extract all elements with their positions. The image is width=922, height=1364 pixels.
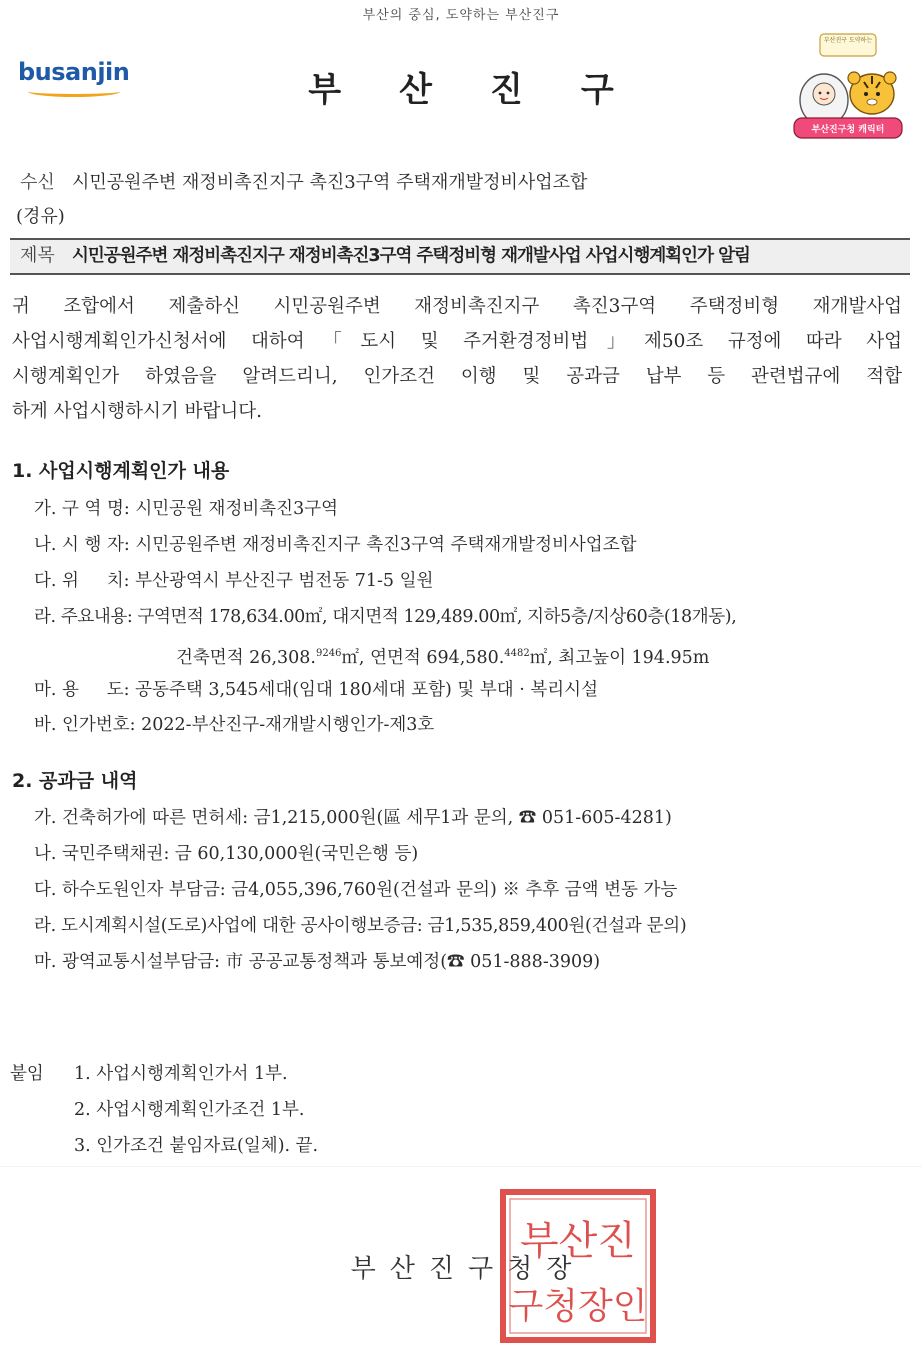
item-value: 부산광역시 부산진구 범전동 71-5 일원 <box>135 571 434 591</box>
section2-item-d: 라. 도시계획시설(도로)사업에 대한 공사이행보증금: 금1,535,859,400원(건설과 문의) <box>34 916 687 936</box>
attachment-item-1: 1. 사업시행계획인가서 1부. <box>74 1064 288 1084</box>
section2-item-e: 마. 광역교통시설부담금: 市 공공교통정책과 통보예정(☎ 051-888-3909) <box>34 952 601 972</box>
item-value: 시민공원주변 재정비촉진지구 촉진3구역 주택재개발정비사업조합 <box>135 535 637 555</box>
subject-label: 제목 <box>20 245 55 266</box>
item-label: 가. 구 역 명: <box>34 499 130 519</box>
section2-item-c: 다. 하수도원인자 부담금: 금4,055,396,760원(건설과 문의) ※ 추후 금액 변동 가능 <box>34 880 678 900</box>
item-value: 2022-부산진구-재개발시행인가-제3호 <box>141 715 435 735</box>
mascot-caption-top: 부산진구 도약하는 <box>823 37 873 44</box>
item-value-sup: 9246 <box>315 648 342 659</box>
recipient-value: 시민공원주변 재정비촉진지구 촉진3구역 주택재개발정비사업조합 <box>71 172 588 193</box>
seal-text-line2: 구청장인 <box>508 1286 648 1327</box>
recipient-row <box>20 171 587 195</box>
item-value-sup: 4482 <box>504 648 530 659</box>
item-label: 라. 주요내용: <box>34 607 133 627</box>
header-slogan: 부산의 중심, 도약하는 부산진구 <box>362 8 560 23</box>
mascot-emblem-icon <box>788 30 908 142</box>
logo-text: busanjin <box>18 58 130 86</box>
section1-item-f <box>34 713 434 737</box>
item-value-part: ㎡, 연면적 694,580. <box>341 647 505 668</box>
item-value: 공동주택 3,545세대(임대 180세대 포함) 및 부대 · 복리시설 <box>135 680 598 700</box>
issuer-name: 부산진구청장 <box>350 1254 586 1284</box>
section1-item-c <box>34 569 433 593</box>
attachment-item-3: 3. 인가조건 붙임자료(일체). 끝. <box>74 1136 319 1156</box>
item-label: 나. 시 행 자: <box>34 535 130 555</box>
body-paragraph <box>12 289 902 429</box>
item-label: 다. 위 치: <box>34 571 130 591</box>
section2-item-a: 가. 건축허가에 따른 면허세: 금1,215,000원(區 세무1과 문의, ☎ 051-605-4281) <box>34 808 672 828</box>
section2-item-b: 나. 국민주택채권: 금 60,130,000원(국민은행 등) <box>34 844 419 864</box>
section1-item-d-cont <box>176 642 709 670</box>
attachments-label: 붙임 <box>10 1064 44 1084</box>
item-label: 바. 인가번호: <box>34 715 136 735</box>
section1-item-d <box>34 605 736 629</box>
section1-item-e <box>34 678 598 702</box>
mascot-caption-bottom: 부산진구청 캐릭터 <box>811 125 885 135</box>
via-label: (경유) <box>16 206 65 227</box>
official-seal-icon <box>497 1186 659 1346</box>
section2-title: 2. 공과금 내역 <box>12 770 138 792</box>
item-value: 시민공원 재정비촉진3구역 <box>135 499 339 519</box>
subject-top-rule <box>10 238 910 240</box>
footer-divider <box>0 1166 922 1167</box>
body-line-4: 하게 사업시행하시기 바랍니다. <box>12 401 262 422</box>
subject-value: 시민공원주변 재정비촉진지구 재정비촉진3구역 주택정비형 재개발사업 사업시행계획인가 알림 <box>71 246 750 266</box>
body-line-3: 시행계획인가 하였음을 알려드리니, 인가조건 이행 및 공과금 납부 등 관련법규에 적합 <box>12 366 902 387</box>
item-label: 마. 용 도: <box>34 680 130 700</box>
seal-text-line1: 부산진 <box>520 1218 636 1264</box>
item-value-part: 건축면적 26,308. <box>176 647 316 668</box>
recipient-label: 수신 <box>20 172 55 193</box>
office-title: 부산진구 <box>308 70 672 110</box>
subject-bottom-rule <box>10 273 910 275</box>
item-value: 구역면적 178,634.00㎡, 대지면적 129,489.00㎡, 지하5층/지상60층(18개동), <box>137 607 737 627</box>
item-value-part: ㎡, 최고높이 194.95m <box>529 647 710 668</box>
subject-row <box>20 244 750 268</box>
section1-title: 1. 사업시행계획인가 내용 <box>12 460 230 482</box>
body-line-2: 사업시행계획인가신청서에 대하여「도시 및 주거환경정비법」제50조 규정에 따라 사업 <box>12 331 902 352</box>
section1-item-a <box>34 497 338 521</box>
section1-item-b <box>34 533 637 557</box>
attachment-item-2: 2. 사업시행계획인가조건 1부. <box>74 1100 305 1120</box>
body-line-1: 귀 조합에서 제출하신 시민공원주변 재정비촉진지구 촉진3구역 주택정비형 재개발사업 <box>12 296 902 317</box>
